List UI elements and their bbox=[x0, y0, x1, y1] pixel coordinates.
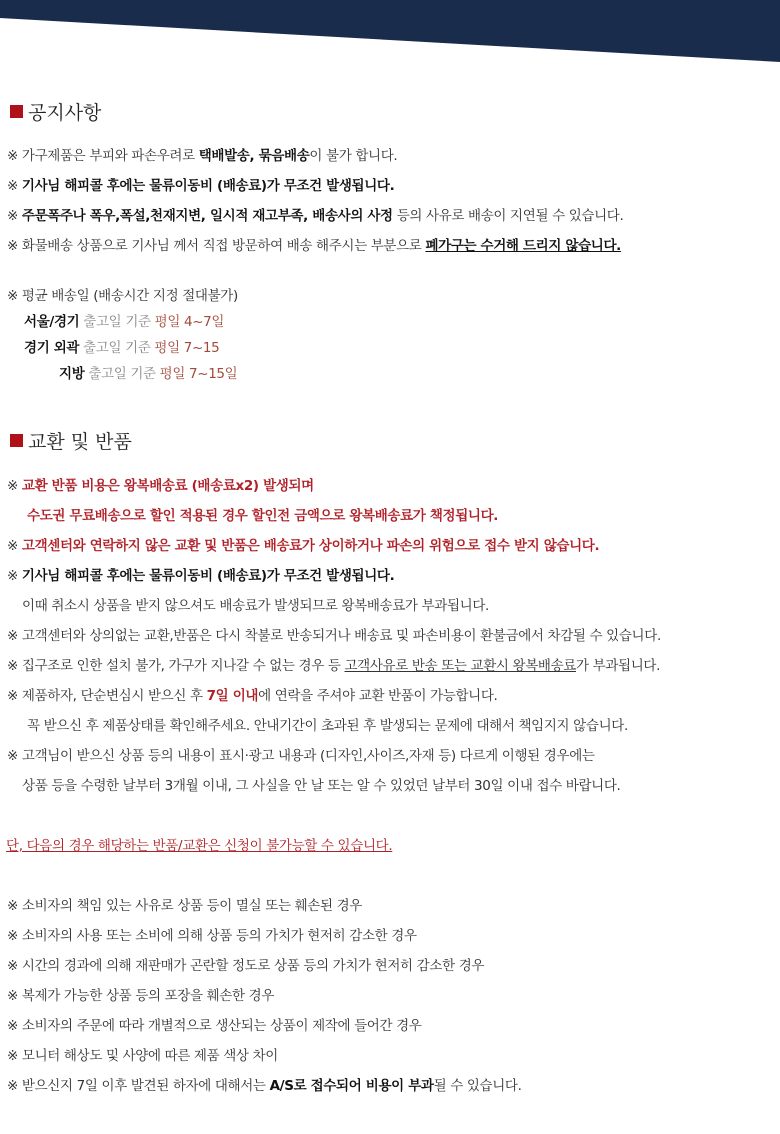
notice-item-4 bbox=[7, 237, 621, 255]
emphasis: 폐가구는 수거해 드리지 않습니다. bbox=[425, 238, 621, 254]
exchange-line-10 bbox=[7, 747, 595, 765]
notice-item-1 bbox=[7, 147, 397, 165]
exchange-line-6 bbox=[7, 627, 661, 645]
text: 소비자의 사용 또는 소비에 의해 상품 등의 가치가 현저히 감소한 경우 bbox=[21, 928, 417, 944]
text: 꼭 받으신 후 제품상태를 확인해주세요. 안내기간이 초과된 후 발생되는 문제에 대해서 책임지지 않습니다. bbox=[27, 718, 628, 734]
restrict-item-7 bbox=[7, 1077, 522, 1095]
mark-icon: ※ bbox=[7, 898, 18, 914]
text: 집구조로 인한 설치 불가, 가구가 지나갈 수 없는 경우 등 bbox=[21, 658, 345, 674]
delivery-row-2 bbox=[24, 339, 219, 357]
text: 상품 등을 수령한 날부터 3개월 이내, 그 사실을 안 날 또는 알 수 있었던 날부터 30일 이내 접수 바랍니다. bbox=[22, 778, 621, 794]
text: 소비자의 주문에 따라 개별적으로 생산되는 상품이 제작에 들어간 경우 bbox=[21, 1018, 422, 1034]
text: 화물배송 상품으로 기사님 께서 직접 방문하여 배송 해주시는 부분으로 bbox=[21, 238, 426, 254]
emphasis: 기사님 해피콜 후에는 물류이동비 (배송료)가 무조건 발생됩니다. bbox=[21, 178, 395, 194]
mark-icon: ※ bbox=[7, 1048, 18, 1064]
emphasis: 고객사유로 반송 또는 교환시 왕복배송료 bbox=[344, 658, 576, 674]
mark-icon: ※ bbox=[7, 658, 18, 674]
text: 모니터 해상도 및 사양에 따른 제품 색상 차이 bbox=[21, 1048, 278, 1064]
mark-icon: ※ bbox=[7, 288, 18, 304]
text: 평균 배송일 (배송시간 지정 절대불가) bbox=[21, 288, 238, 304]
emphasis: 7일 이내 bbox=[206, 688, 259, 704]
delivery-row-1 bbox=[24, 313, 224, 331]
restrict-item-1 bbox=[7, 897, 362, 915]
emphasis: 택배발송, 묶음배송 bbox=[198, 148, 310, 164]
exchange-line-1 bbox=[7, 477, 314, 495]
exchange-section-title bbox=[10, 427, 132, 454]
text: 단, 다음의 경우 해당하는 반품/교환은 신청이 불가능할 수 있습니다. bbox=[6, 838, 393, 854]
text: 수도권 무료배송으로 할인 적용된 경우 할인전 금액으로 왕복배송료가 책정됩니다. bbox=[27, 508, 499, 524]
exchange-line-9 bbox=[27, 717, 628, 735]
exchange-line-2 bbox=[27, 507, 498, 525]
emphasis: A/S로 접수되어 비용이 부과 bbox=[269, 1078, 434, 1094]
notice-title-text: 공지사항 bbox=[28, 102, 102, 124]
text: 시간의 경과에 의해 재판매가 곤란할 정도로 상품 등의 가치가 현저히 감소한 경우 bbox=[21, 958, 485, 974]
restrict-item-2 bbox=[7, 927, 417, 945]
mark-icon: ※ bbox=[7, 748, 18, 764]
restrict-item-3 bbox=[7, 957, 484, 975]
mark-icon: ※ bbox=[7, 1018, 18, 1034]
exchange-line-4 bbox=[7, 567, 394, 585]
text: 복제가 가능한 상품 등의 포장을 훼손한 경우 bbox=[21, 988, 275, 1004]
notice-section-title bbox=[10, 98, 101, 125]
mark-icon: ※ bbox=[7, 1078, 18, 1094]
text: 될 수 있습니다. bbox=[433, 1078, 522, 1094]
basis: 출고일 기준 bbox=[84, 366, 160, 382]
text: 이 불가 합니다. bbox=[309, 148, 398, 164]
mark-icon: ※ bbox=[7, 178, 18, 194]
mark-icon: ※ bbox=[7, 208, 18, 224]
region: 지방 bbox=[59, 366, 85, 382]
text: 에 연락을 주셔야 교환 반품이 가능합니다. bbox=[258, 688, 498, 704]
mark-icon: ※ bbox=[7, 478, 18, 494]
delivery-row-3 bbox=[59, 365, 237, 383]
notice-item-2 bbox=[7, 177, 394, 195]
restrict-item-6 bbox=[7, 1047, 278, 1065]
mark-icon: ※ bbox=[7, 538, 18, 554]
square-bullet-icon bbox=[10, 434, 23, 447]
header-banner bbox=[0, 0, 780, 62]
text: 제품하자, 단순변심시 받으신 후 bbox=[21, 688, 207, 704]
mark-icon: ※ bbox=[7, 688, 18, 704]
days: 평일 4~7일 bbox=[154, 314, 225, 330]
text: 가구제품은 부피와 파손우려로 bbox=[21, 148, 199, 164]
basis: 출고일 기준 bbox=[79, 340, 155, 356]
text: 가 부과됩니다. bbox=[576, 658, 661, 674]
exchange-line-8 bbox=[7, 687, 498, 705]
exchange-line-7 bbox=[7, 657, 660, 675]
basis: 출고일 기준 bbox=[79, 314, 155, 330]
mark-icon: ※ bbox=[7, 148, 18, 164]
days: 평일 7~15 bbox=[154, 340, 220, 356]
text: 이때 취소시 상품을 받지 않으셔도 배송료가 발생되므로 왕복배송료가 부과됩니다. bbox=[22, 598, 489, 614]
mark-icon: ※ bbox=[7, 568, 18, 584]
days: 평일 7~15일 bbox=[159, 366, 238, 382]
delivery-title bbox=[7, 287, 238, 305]
exchange-title-text: 교환 및 반품 bbox=[28, 431, 132, 453]
restrict-item-5 bbox=[7, 1017, 422, 1035]
text: 고객센터와 연락하지 않은 교환 및 반품은 배송료가 상이하거나 파손의 위험으로 접수 받지 않습니다. bbox=[21, 538, 600, 554]
text: 기사님 해피콜 후에는 물류이동비 (배송료)가 무조건 발생됩니다. bbox=[21, 568, 395, 584]
mark-icon: ※ bbox=[7, 928, 18, 944]
text: 받으신지 7일 이후 발견된 하자에 대해서는 bbox=[21, 1078, 270, 1094]
text: 교환 반품 비용은 왕복배송료 (배송료x2) 발생되며 bbox=[21, 478, 314, 494]
text: 등의 사유로 배송이 지연될 수 있습니다. bbox=[392, 208, 624, 224]
text: 소비자의 책임 있는 사유로 상품 등이 멸실 또는 훼손된 경우 bbox=[21, 898, 362, 914]
text: 고객님이 받으신 상품 등의 내용이 표시·광고 내용과 (디자인,사이즈,자재 등) 다르게 이행된 경우에는 bbox=[21, 748, 595, 764]
mark-icon: ※ bbox=[7, 238, 18, 254]
mark-icon: ※ bbox=[7, 958, 18, 974]
region: 서울/경기 bbox=[24, 314, 80, 330]
mark-icon: ※ bbox=[7, 628, 18, 644]
notice-item-3 bbox=[7, 207, 623, 225]
exchange-line-11 bbox=[22, 777, 621, 795]
restrict-item-4 bbox=[7, 987, 274, 1005]
restrict-heading bbox=[6, 837, 392, 855]
region: 경기 외곽 bbox=[24, 340, 80, 356]
text: 고객센터와 상의없는 교환,반품은 다시 착불로 반송되거나 배송료 및 파손비용이 환불금에서 차감될 수 있습니다. bbox=[21, 628, 661, 644]
exchange-line-3 bbox=[7, 537, 599, 555]
emphasis: 주문폭주나 폭우,폭설,천재지변, 일시적 재고부족, 배송사의 사정 bbox=[21, 208, 393, 224]
square-bullet-icon bbox=[10, 105, 23, 118]
mark-icon: ※ bbox=[7, 988, 18, 1004]
exchange-line-5 bbox=[22, 597, 489, 615]
